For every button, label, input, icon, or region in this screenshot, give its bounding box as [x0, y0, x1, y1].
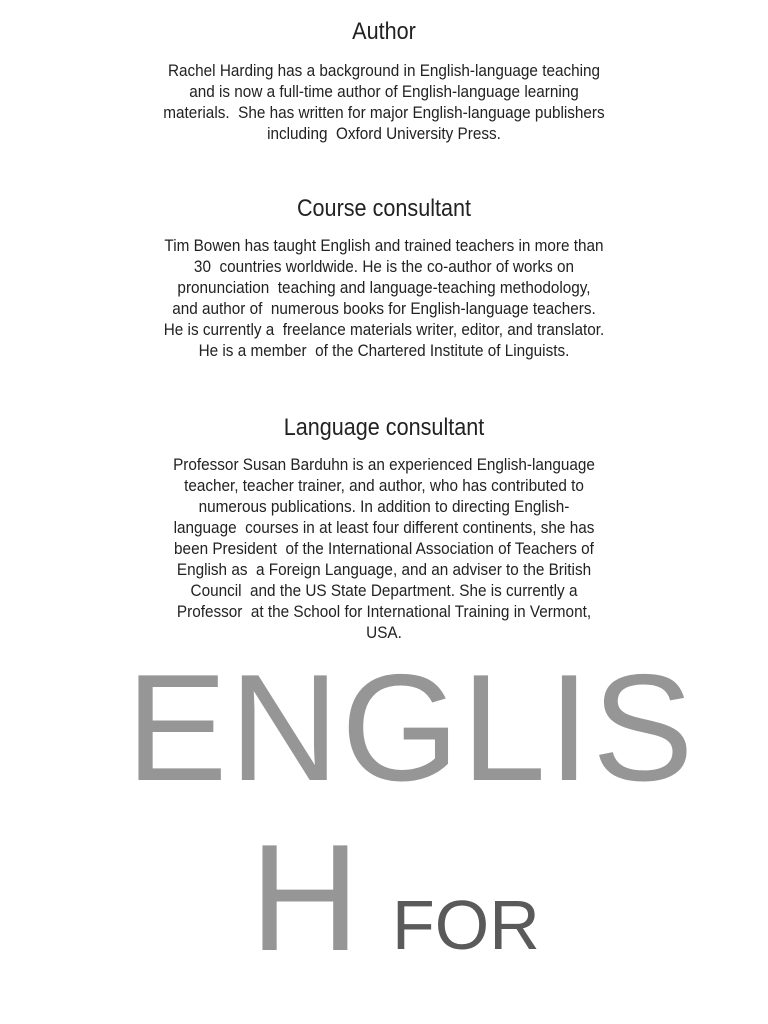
language-consultant-line: numerous publications. In addition to directing English- — [198, 497, 570, 516]
cover-title-line1: ENGLIS — [126, 643, 696, 813]
course-consultant-line: 30 countries worldwide. He is the co-author of works on — [193, 257, 575, 276]
author-line: Rachel Harding has a background in English-language teaching — [167, 61, 601, 80]
course-consultant-line: He is a member of the Chartered Institute of Linguists. — [198, 341, 570, 360]
language-consultant-line: Professor at the School for International Training in Vermont, — [176, 602, 592, 621]
course-consultant-heading: Course consultant — [296, 195, 472, 222]
cover-title-line2-small: FOR — [392, 886, 540, 964]
language-consultant-line: Council and the US State Department. She is currently a — [190, 581, 578, 600]
course-consultant-line: Tim Bowen has taught English and trained teachers in more than — [164, 236, 604, 255]
author-line: including Oxford University Press. — [267, 124, 501, 143]
language-consultant-line: Professor Susan Barduhn is an experienced English-language — [173, 455, 595, 474]
language-consultant-line: English as a Foreign Language, and an adviser to the British — [176, 560, 592, 579]
course-consultant-paragraph — [84, 235, 684, 361]
language-consultant-paragraph — [84, 454, 684, 643]
language-consultant-line: language courses in at least four different continents, she has — [173, 518, 595, 537]
author-paragraph — [84, 60, 684, 144]
language-consultant-heading: Language consultant — [283, 414, 485, 441]
language-consultant-line: USA. — [366, 623, 402, 642]
course-consultant-line: pronunciation teaching and language-teaching methodology, — [177, 278, 591, 297]
author-heading: Author — [352, 18, 416, 45]
cover-title-line2-big: H — [250, 813, 360, 983]
language-consultant-line: been President of the International Association of Teachers of — [174, 539, 594, 558]
course-consultant-line: He is currently a freelance materials writer, editor, and translator. — [163, 320, 605, 339]
author-line: and is now a full-time author of English-language learning — [189, 82, 579, 101]
author-line: materials. She has written for major English-language publishers — [163, 103, 605, 122]
language-consultant-line: teacher, teacher trainer, and author, who has contributed to — [184, 476, 584, 495]
course-consultant-line: and author of numerous books for English-language teachers. — [172, 299, 596, 318]
